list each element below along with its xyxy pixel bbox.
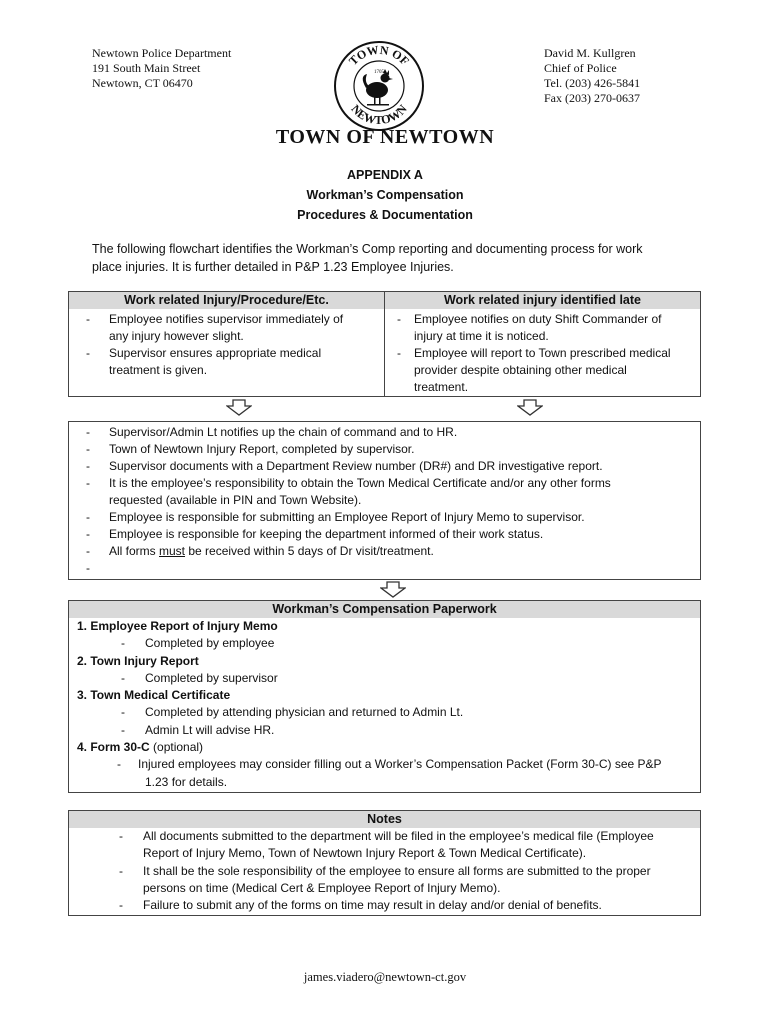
paperwork-item: 2. Town Injury Report [77,653,199,668]
list-item: injury at time it is noticed. [414,329,549,343]
heading-subject: Workman’s Compensation [306,188,464,202]
paperwork-subitem: - Completed by employee [121,636,275,651]
footer-email: james.viadero@newtown-ct.gov [303,970,467,984]
department-name: Newtown Police Department [92,46,232,60]
paperwork-item: 1. Employee Report of Injury Memo [77,619,278,633]
list-item: - Supervisor/Admin Lt notifies up the chain of command and to HR. [86,425,458,439]
note-item: - It shall be the sole responsibility of the employee to ensure all forms are submitted to the proper [119,863,651,878]
down-arrow-icon [226,399,252,416]
list-item: treatment is given. [109,363,208,377]
list-item: - Employee is responsible for submitting an Employee Report of Injury Memo to supervisor. [86,510,585,524]
paperwork-subitem: 1.23 for details. [145,774,228,789]
chief-title: Chief of Police [544,61,617,75]
paperwork-box [68,600,701,793]
paperwork-subitem: - Completed by supervisor [121,670,278,685]
list-item: - Employee will report to Town prescribed medical [397,346,671,360]
appendix-label: APPENDIX A [347,168,423,182]
down-arrow-icon [380,581,406,598]
list-item: - It is the employee’s responsibility to obtain the Town Medical Certificate and/or any other forms [86,476,611,490]
list-item: - Supervisor documents with a Department Review number (DR#) and DR investigative report. [86,459,603,473]
paperwork-subitem: - Completed by attending physician and returned to Admin Lt. [121,705,464,720]
list-item: - Employee notifies supervisor immediately of [86,312,344,326]
late-injury-title: Work related injury identified late [385,292,700,309]
chief-contact [544,46,640,106]
town-seal-logo [333,40,425,132]
svg-text:1705: 1705 [374,70,384,75]
fax: Fax (203) 270-0637 [544,91,640,105]
note-item: - All documents submitted to the department will be filed in the employee’s medical file (Employee [119,829,654,843]
list-item: - Employee notifies on duty Shift Commander of [397,312,662,326]
late-injury-box [384,291,701,397]
list-item: requested (available in PIN and Town Website). [109,493,362,507]
telephone: Tel. (203) 426-5841 [544,76,641,90]
note-item: persons on time (Medical Cert & Employee Report of Injury Memo). [143,880,501,895]
street-address: 191 South Main Street [92,61,201,75]
list-item: - All forms must be received within 5 days of Dr visit/treatment. [86,544,434,558]
chief-name: David M. Kullgren [544,46,636,60]
list-item: - Supervisor ensures appropriate medical [86,346,322,360]
svg-text:NEWTOWN: NEWTOWN [348,101,410,128]
document-heading [0,165,770,225]
paperwork-subitem: - Injured employees may consider filling out a Worker’s Compensation Packet (Form 30-C) see P&P [117,757,662,772]
paperwork-item: 3. Town Medical Certificate [77,688,231,703]
list-item: provider despite obtaining other medical [414,363,627,377]
heading-subtitle: Procedures & Documentation [297,208,473,222]
injury-procedure-box [68,291,385,397]
list-item: - Town of Newtown Injury Report, completed by supervisor. [86,442,415,456]
city-state-zip: Newtown, CT 06470 [92,76,193,90]
note-item: Report of Injury Memo, Town of Newtown Injury Report & Town Medical Certificate). [143,846,587,861]
paperwork-subitem: - Admin Lt will advise HR. [121,722,275,737]
list-item: treatment. [414,380,469,394]
notes-box [68,810,701,916]
injury-procedure-title: Work related Injury/Procedure/Etc. [69,292,384,309]
department-address [92,46,231,91]
intro-paragraph: The following flowchart identifies the Workman’s Comp reporting and documenting process for work place injuries. It is further detailed in P&P 1.23 Employee Injuries. [92,242,643,274]
down-arrow-icon [517,399,543,416]
process-steps-box: - Supervisor/Admin Lt notifies up the chain of command and to HR. - Town of Newtown Injury Report, completed by supervisor. - Supervisor documents with a Department Review number (DR#) and DR investigative report. - It is the employee’s responsibility to obtain the Town Medical Certificate and/or any other forms requested (available in PIN and Town Website). - Employee is responsible for submitting an Employee Report of Injury Memo to supervisor. - Employee is responsible for keeping the department informed of their work status. - All forms must be received within 5 days of Dr visit/treatment. - [68,421,701,580]
notes-title: Notes [69,811,700,828]
paperwork-title: Workman’s Compensation Paperwork [69,601,700,618]
list-item: any injury however slight. [109,329,244,343]
paperwork-item: 4. Form 30-C (optional) [77,740,204,755]
town-title: TOWN OF NEWTOWN [275,126,495,148]
list-item: - Employee is responsible for keeping the department informed of their work status. [86,527,544,541]
svg-text:TOWN OF: TOWN OF [346,42,412,69]
note-item: - Failure to submit any of the forms on time may result in delay and/or denial of benefits. [119,898,602,913]
